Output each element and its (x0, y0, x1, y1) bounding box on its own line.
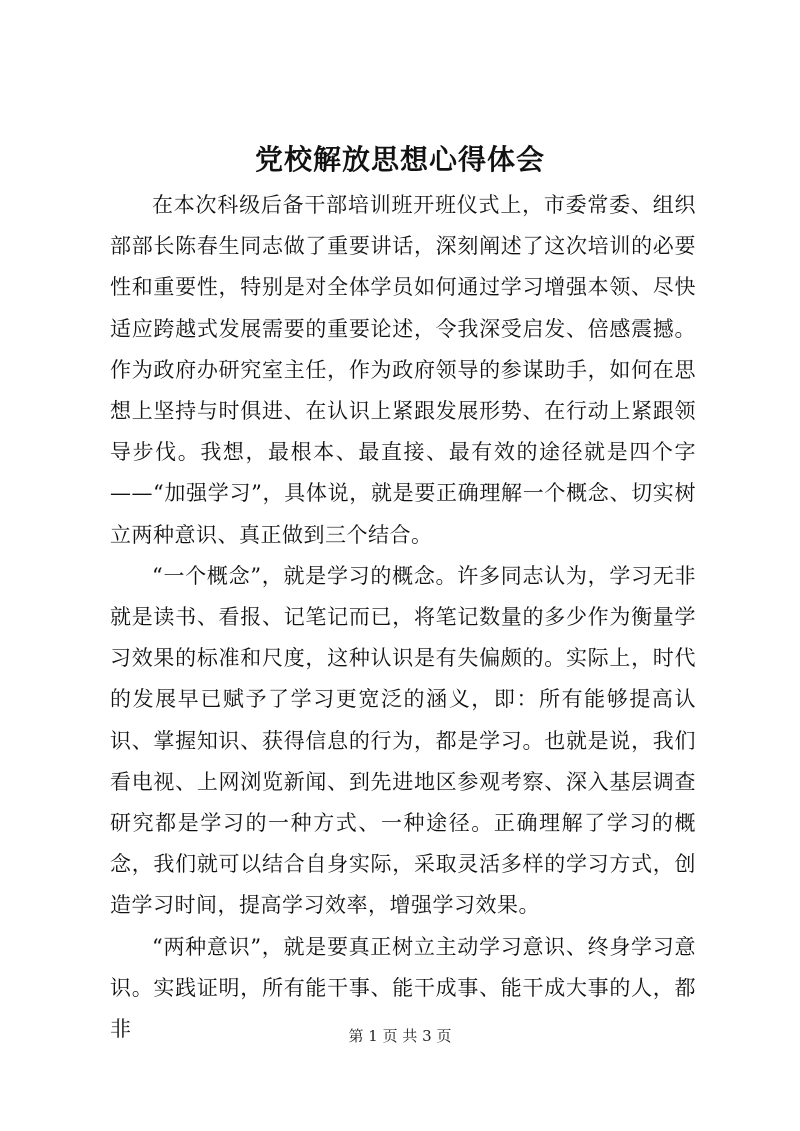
document-title: 党校解放思想心得体会 (254, 143, 545, 176)
paragraph-3: “两种意识”，就是要真正树立主动学习意识、终身学习意识。实践证明，所有能干事、能干成事、能干成大事的人，都非 (110, 934, 696, 1042)
paragraph-1: 在本次科级后备干部培训班开班仪式上，市委常委、组织部部长陈春生同志做了重要讲话，深刻阐述了这次培训的必要性和重要性，特别是对全体学员如何通过学习增强本领、尽快适应跨越式发展需要的重要论述，令我深受启发、倍感震撼。作为政府办研究室主任，作为政府领导的参谋助手，如何在思想上坚持与时俱进、在认识上紧跟发展形势、在行动上紧跟领导步伐。我想，最根本、最直接、最有效的途径就是四个字——“加强学习”，具体说，就是要正确理解一个概念、切实树立两种意识、真正做到三个结合。 (110, 193, 696, 547)
page-footer: 第 1 页 共 3 页 (348, 1027, 452, 1045)
paragraph-2: “一个概念”，就是学习的概念。许多同志认为，学习无非就是读书、看报、记笔记而已，将笔记数量的多少作为衡量学习效果的标准和尺度，这种认识是有失偏颇的。实际上，时代的发展早已赋予了学习更宽泛的涵义，即：所有能够提高认识、掌握知识、获得信息的行为，都是学习。也就是说，我们看电视、上网浏览新闻、到先进地区参观考察、深入基层调查研究都是学习的一种方式、一种途径。正确理解了学习的概念，我们就可以结合自身实际，采取灵活多样的学习方式，创造学习时间，提高学习效率，增强学习效果。 (110, 563, 696, 918)
document-body (110, 185, 696, 1050)
